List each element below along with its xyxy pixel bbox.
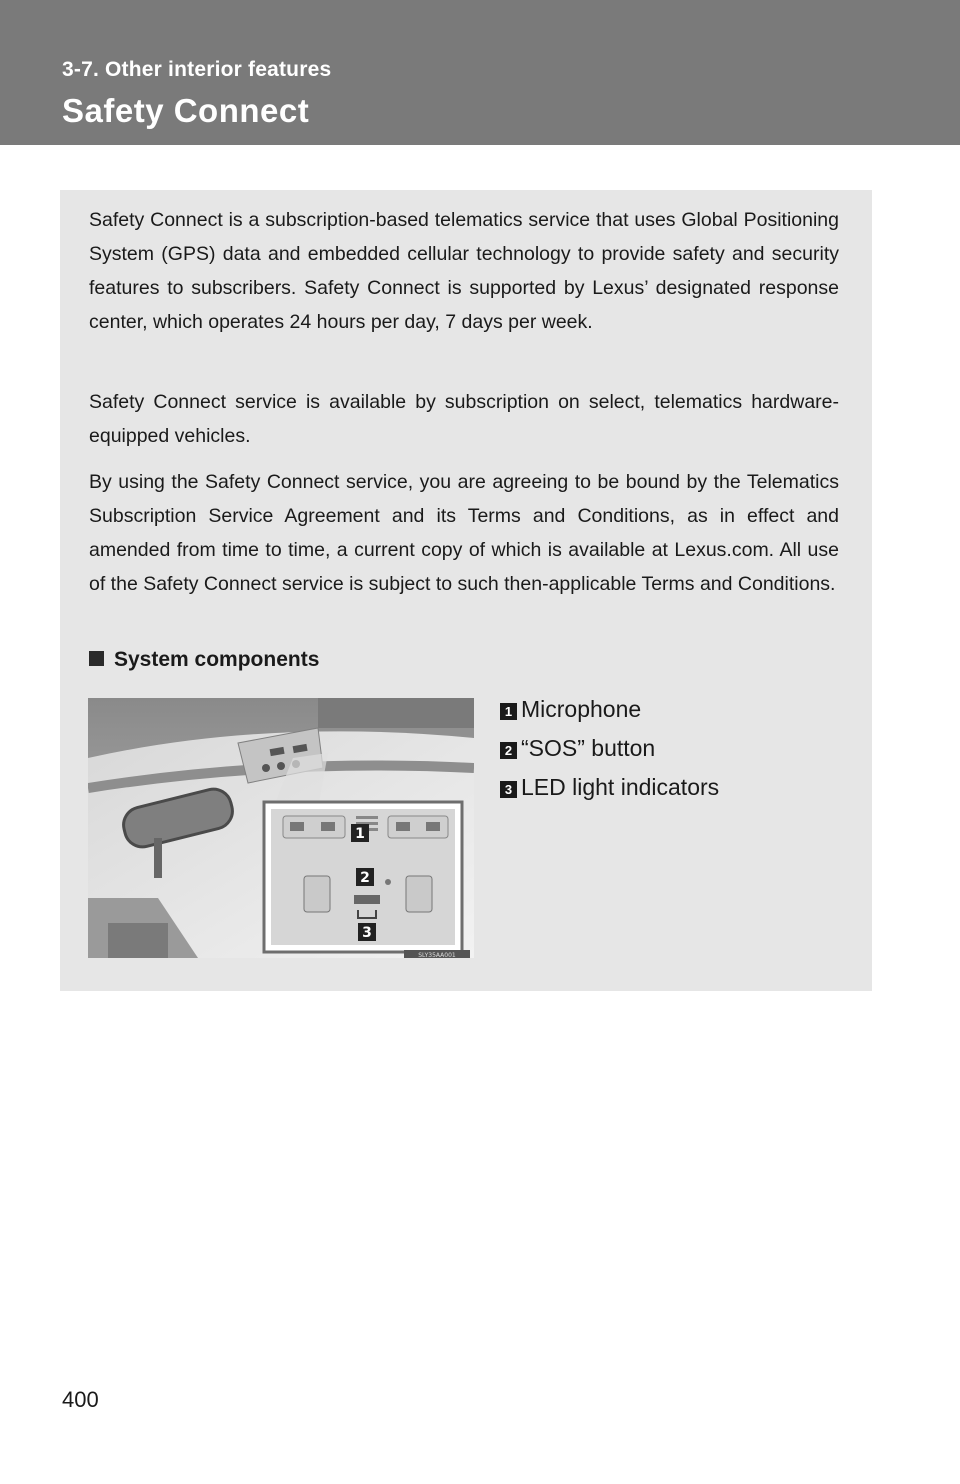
legend-label: LED light indicators (521, 774, 720, 800)
figure-code: SLY35AA001 (418, 952, 456, 958)
components-legend (500, 690, 719, 807)
intro-paragraph-1: Safety Connect is a subscription-based telematics service that uses Global Positioning System (GPS) data and embedded cellular technology to provide safety and security features to subscribers. Safety Connect is supported by Lexus’ designated response center, which operates 24 hours per day, 7 days per week. (89, 209, 839, 333)
figure-callout-2: 2 (360, 870, 370, 886)
legend-number-badge: 2 (500, 742, 517, 759)
overhead-console-figure (88, 698, 474, 958)
overhead-console-illustration (88, 698, 474, 958)
legend-item-sos-button (500, 729, 719, 768)
legend-label: Microphone (521, 696, 642, 722)
page-title: Safety Connect (62, 92, 310, 129)
figure-callout-1: 1 (355, 826, 365, 842)
intro-paragraph-2: Safety Connect service is available by subscription on select, telematics hardware-equipped vehicles. (89, 391, 839, 447)
header-bar (0, 0, 960, 145)
components-heading (89, 648, 319, 672)
page-number: 400 (62, 1387, 99, 1412)
legend-item-microphone (500, 690, 719, 729)
section-label: 3-7. Other interior features (62, 58, 332, 81)
legend-number-badge: 1 (500, 703, 517, 720)
components-heading-text: System components (114, 648, 320, 671)
intro-paragraph-3: By using the Safety Connect service, you are agreeing to be bound by the Telematics Subscription Service Agreement and its Terms and Conditions, as in effect and amended from time to time, a current copy of which is available at Lexus.com. All use of the Safety Connect service is subject to such then-applicable Terms and Conditions. (89, 471, 839, 595)
legend-item-led-indicators (500, 768, 719, 807)
legend-number-badge: 3 (500, 781, 517, 798)
figure-callout-3: 3 (362, 925, 372, 941)
square-bullet-icon (89, 651, 104, 666)
legend-label: “SOS” button (521, 735, 656, 761)
